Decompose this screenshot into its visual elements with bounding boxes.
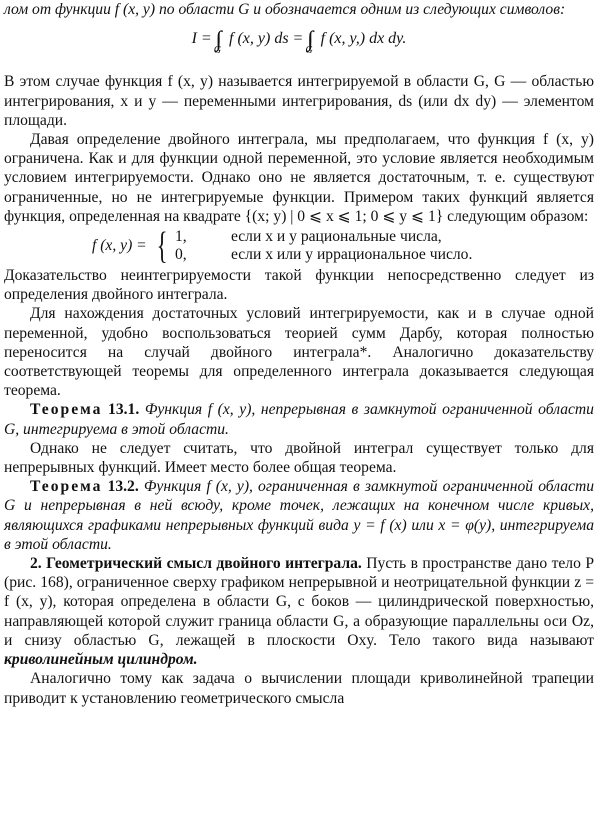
theorem-1-head: Теорема — [30, 401, 103, 419]
theorem-2-number: 13.2. — [107, 478, 139, 496]
formula-integrand-2: f (x, y,) dx dy. — [320, 30, 407, 48]
case-row-2 — [175, 246, 472, 264]
theorem-1-text: Функция f (x, y), непрерывная в замкнутой ограниченной области G, интегрируема в этой области. — [4, 401, 594, 438]
theorem-2-text: Функция f (x, y), ограниченная в замкнутой ограниченной области G и непрерывная в ней всюду, кроме точек, лежащих на конечном числе кривых, являющихся графиками непрерывных функций вида y = f (x) или x = φ(y), интегрируема в этой области. — [4, 478, 595, 553]
case-1-value: 1, — [174, 228, 187, 246]
paragraph-analogy: Аналогично тому как задача о вычислении площади криволинейной трапеции приводит к установлению геометрического смысла — [4, 670, 594, 707]
paragraph-general-theorem: Однако не следует считать, что двойной интеграл существует только для непрерывных функций. Имеет место более общая теорема. — [4, 439, 594, 477]
section-geometric-meaning — [4, 554, 594, 669]
section-2-term: криволинейным цилиндром. — [4, 651, 198, 669]
formula-domain-1: G — [213, 45, 222, 57]
paragraph-darboux: Для нахождения достаточных условий интегрируемости, как и в случае одной переменной, удобно воспользоваться теорией сумм Дарбу, которая полностью переносится на случай двойного интеграла*. Аналогично доказательству соответствующей теоремы для определенного интеграла доказывается следующая теорема. — [4, 305, 594, 400]
piecewise-lhs: f (x, y) = — [92, 237, 147, 255]
paragraph-boundedness: Давая определение двойного интеграла, мы предполагаем, что функция f (x, y) ограничена. Как и для функции одной переменной, это условие является необходимым условием интегрируемости. Однако оно не является достаточным, т. е. существуют ограниченные, но не интегрируемые функции. Примером таких функций является функция, определенная на квадрате {(x; y) | 0 ⩽ x ⩽ 1; 0 ⩽ y ⩽ 1} следующим образом: — [4, 131, 594, 225]
formula-domain-2: G — [305, 45, 313, 57]
case-2-value: 0, — [174, 246, 187, 264]
document-page — [4, 0, 594, 813]
theorem-1-number: 13.1. — [108, 401, 140, 419]
formula-integrand-1: f (x, y) ds = — [229, 30, 304, 48]
theorem-13-1 — [4, 400, 594, 438]
case-row-1 — [175, 228, 472, 246]
piecewise-cases — [175, 228, 472, 264]
theorem-2-head: Теорема — [30, 478, 103, 496]
intro-line: лом от функции f (x, y) по области G и обозначается одним из следующих символов: — [4, 1, 566, 18]
brace-symbol: { — [156, 225, 168, 268]
section-2-title: 2. Геометрический смысл двойного интеграла. — [30, 555, 362, 573]
paragraph-nonintegrability: Доказательство неинтегрируемости такой функции непосредственно следует из определения двойного интеграла. — [4, 267, 594, 304]
paragraph-integrable-definition: В этом случае функция f (x, y) называется интегрируемой в области G, G — областью интегрирования, x и y — переменными интегрирования, ds (или dx dy) — элементом площади. — [4, 73, 594, 129]
case-2-condition: если x или y иррациональное число. — [230, 246, 473, 264]
double-integral-formula — [4, 26, 594, 60]
theorem-13-2 — [4, 477, 594, 554]
formula-lhs: I = — [191, 30, 212, 48]
piecewise-function — [92, 226, 594, 266]
case-1-condition: если x и y рациональные числа, — [230, 228, 442, 246]
section-2-text-a: Пусть в пространстве дано тело P (рис. 168), ограниченное сверху графиком непрерывной и неотрицательной функции z = f (x, y), которая определена в области G, с боков — цилиндрической поверхностью, направляющей которой служит граница области G, а образующие параллельны оси Oz, и снизу областью G, лежащей в плоскости Oxy. Тело такого вида называют — [4, 555, 595, 649]
